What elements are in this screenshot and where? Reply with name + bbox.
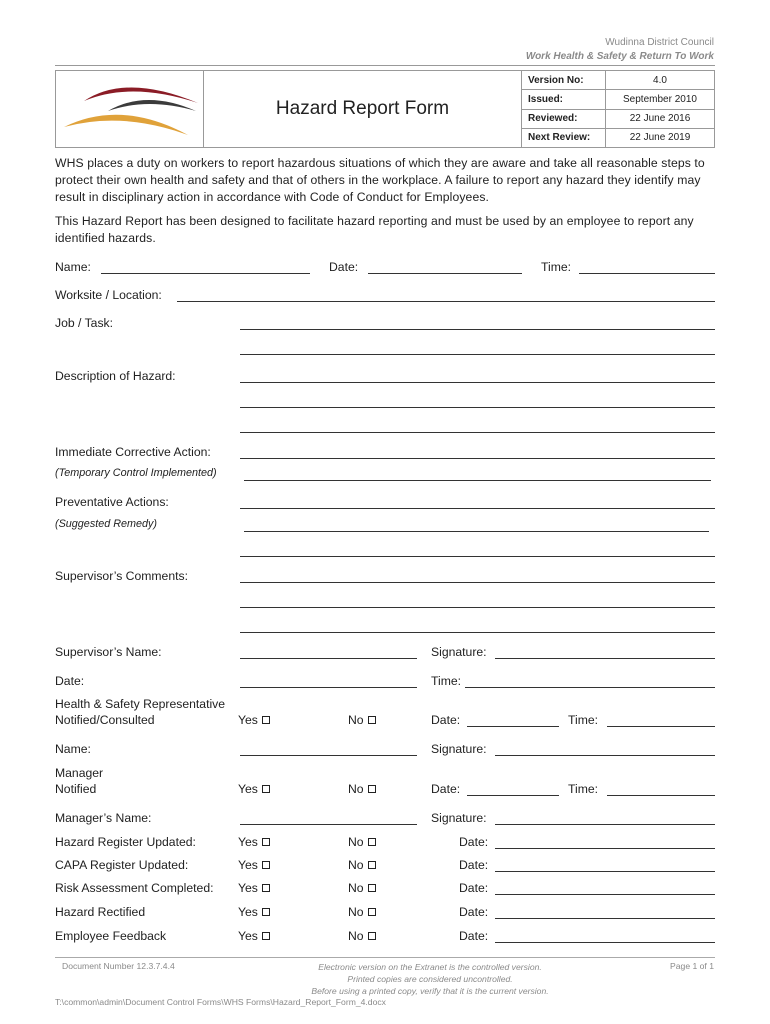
- preventative-field-3[interactable]: [240, 543, 715, 557]
- hsr-row: [55, 697, 715, 733]
- supervisor-time-field[interactable]: [465, 674, 715, 688]
- register-row: [55, 905, 715, 923]
- yes-label: Yes: [238, 929, 258, 943]
- job-task-field-1[interactable]: [240, 316, 715, 330]
- register-date-field[interactable]: [495, 881, 715, 895]
- description-row-2: [55, 394, 715, 412]
- meta-label: Next Review:: [522, 128, 606, 147]
- job-task-field-2[interactable]: [240, 341, 715, 355]
- checkbox-icon[interactable]: [262, 838, 270, 846]
- checkbox-icon[interactable]: [368, 716, 376, 724]
- time-field[interactable]: [579, 260, 715, 274]
- description-label: Description of Hazard:: [55, 369, 176, 383]
- preventative-field-1[interactable]: [240, 495, 715, 509]
- description-field-3[interactable]: [240, 419, 715, 433]
- document-number: Document Number 12.3.7.4.4: [62, 961, 175, 971]
- corrective-row: [55, 445, 715, 463]
- intro-paragraph-2: This Hazard Report has been designed to facilitate hazard reporting and must be used by an employee to report any identified hazards.: [55, 214, 694, 245]
- hsr-name-row: [55, 742, 715, 760]
- register-no-option[interactable]: [348, 858, 376, 872]
- register-yes-option[interactable]: [238, 905, 270, 919]
- hsr-date-field[interactable]: [467, 713, 559, 727]
- meta-label: Reviewed:: [522, 109, 606, 128]
- meta-label: Issued:: [522, 90, 606, 109]
- job-task-row-2: [55, 341, 715, 359]
- checkbox-icon[interactable]: [368, 884, 376, 892]
- register-no-option[interactable]: [348, 835, 376, 849]
- no-label: No: [348, 713, 364, 727]
- page-number: Page 1 of 1: [670, 961, 714, 971]
- supervisor-comments-label: Supervisor’s Comments:: [55, 569, 188, 583]
- manager-yes-option[interactable]: [238, 782, 270, 796]
- corrective-field-1[interactable]: [240, 445, 715, 459]
- register-date-field[interactable]: [495, 905, 715, 919]
- register-label: Hazard Register Updated:: [55, 835, 196, 849]
- corrective-label: Immediate Corrective Action:: [55, 445, 211, 459]
- date-field[interactable]: [368, 260, 522, 274]
- yes-label: Yes: [238, 782, 258, 796]
- manager-name-row: [55, 811, 715, 829]
- register-date-label: Date:: [459, 835, 489, 849]
- manager-row: [55, 766, 715, 802]
- register-label: CAPA Register Updated:: [55, 858, 189, 872]
- no-label: No: [348, 835, 364, 849]
- checkbox-icon[interactable]: [368, 785, 376, 793]
- manager-time-field[interactable]: [607, 782, 715, 796]
- supervisor-date-field[interactable]: [240, 674, 417, 688]
- hsr-name-label: Name:: [55, 742, 91, 756]
- yes-label: Yes: [238, 858, 258, 872]
- manager-name-field[interactable]: [240, 811, 417, 825]
- hsr-date-label: Date:: [431, 713, 461, 727]
- supervisor-name-field[interactable]: [240, 645, 417, 659]
- register-date-label: Date:: [459, 905, 489, 919]
- supervisor-comments-field-2[interactable]: [240, 594, 715, 608]
- logo-swoosh-icon: [56, 71, 202, 144]
- hsr-label-line-1: Health & Safety Representative: [55, 697, 226, 711]
- register-row: [55, 835, 715, 853]
- hsr-no-option[interactable]: [348, 713, 376, 727]
- name-label: Name:: [55, 260, 91, 274]
- controlled-notice-line-1: Electronic version on the Extranet is the controlled version.: [318, 962, 542, 972]
- hsr-yes-option[interactable]: [238, 713, 270, 727]
- preventative-note: (Suggested Remedy): [55, 518, 158, 530]
- supervisor-signature-field[interactable]: [495, 645, 715, 659]
- corrective-note: (Temporary Control Implemented): [55, 467, 217, 479]
- checkbox-icon[interactable]: [368, 861, 376, 869]
- register-label: Hazard Rectified: [55, 905, 146, 919]
- preventative-row-3: [55, 543, 715, 561]
- intro-paragraph-1: WHS places a duty on workers to report hazardous situations of which they are aware and take all reasonable steps to protect their own health and safety and that of others in the workplace. A failure to report any hazard they identify may result in disciplinary action in accordance with Code of Conduct for Employees.: [55, 156, 705, 204]
- name-date-time-row: [55, 260, 715, 278]
- no-label: No: [348, 782, 364, 796]
- hsr-signature-label: Signature:: [431, 742, 487, 756]
- footer-divider: [55, 957, 715, 958]
- department-name: Work Health & Safety & Return To Work: [525, 51, 714, 62]
- meta-value: 4.0: [606, 71, 715, 90]
- checkbox-icon[interactable]: [262, 716, 270, 724]
- description-field-2[interactable]: [240, 394, 715, 408]
- date-label: Date:: [329, 260, 359, 274]
- worksite-label: Worksite / Location:: [55, 288, 162, 302]
- checkbox-icon[interactable]: [368, 932, 376, 940]
- supervisor-comments-field-1[interactable]: [240, 569, 715, 583]
- manager-date-label: Date:: [431, 782, 461, 796]
- meta-value: 22 June 2016: [606, 109, 715, 128]
- register-yes-option[interactable]: [238, 929, 270, 943]
- register-date-field[interactable]: [495, 835, 715, 849]
- supervisor-name-label: Supervisor’s Name:: [55, 645, 162, 659]
- register-no-option[interactable]: [348, 929, 376, 943]
- corrective-field-2[interactable]: [244, 467, 711, 481]
- file-path: T:\common\admin\Document Control Forms\WHS Forms\Hazard_Report_Form_4.docx: [55, 997, 386, 1007]
- manager-label-line-1: Manager: [55, 766, 104, 780]
- controlled-notice-line-2: Printed copies are considered uncontrolled.: [347, 974, 513, 984]
- manager-label-line-2: Notified: [55, 782, 97, 796]
- meta-value: 22 June 2019: [606, 128, 715, 147]
- job-task-row: [55, 316, 715, 334]
- hsr-signature-field[interactable]: [495, 742, 715, 756]
- register-yes-option[interactable]: [238, 835, 270, 849]
- register-row: [55, 881, 715, 899]
- hsr-label-line-2: Notified/Consulted: [55, 713, 155, 727]
- header-divider: [55, 65, 715, 66]
- preventative-row: [55, 495, 715, 513]
- hsr-time-label: Time:: [568, 713, 599, 727]
- register-date-field[interactable]: [495, 929, 715, 943]
- checkbox-icon[interactable]: [262, 785, 270, 793]
- manager-signature-field[interactable]: [495, 811, 715, 825]
- supervisor-comments-field-3[interactable]: [240, 619, 715, 633]
- manager-signature-label: Signature:: [431, 811, 487, 825]
- yes-label: Yes: [238, 713, 258, 727]
- checkbox-icon[interactable]: [262, 861, 270, 869]
- meta-label: Version No:: [522, 71, 606, 90]
- supervisor-date-row: [55, 674, 715, 692]
- register-label: Employee Feedback: [55, 929, 167, 943]
- hsr-time-field[interactable]: [607, 713, 715, 727]
- job-task-label: Job / Task:: [55, 316, 114, 330]
- register-label: Risk Assessment Completed:: [55, 881, 214, 895]
- hsr-name-field[interactable]: [240, 742, 417, 756]
- controlled-notice-line-3: Before using a printed copy, verify that it is the current version.: [311, 986, 549, 996]
- checkbox-icon[interactable]: [262, 884, 270, 892]
- checkbox-icon[interactable]: [262, 908, 270, 916]
- checkbox-icon[interactable]: [368, 838, 376, 846]
- checkbox-icon[interactable]: [368, 908, 376, 916]
- name-field[interactable]: [101, 260, 310, 274]
- no-label: No: [348, 929, 364, 943]
- supervisor-signature-label: Signature:: [431, 645, 487, 659]
- controlled-notice: [250, 961, 610, 997]
- title-block: [55, 70, 715, 148]
- supervisor-comments-row-2: [55, 594, 715, 612]
- description-row-3: [55, 419, 715, 437]
- no-label: No: [348, 881, 364, 895]
- register-date-label: Date:: [459, 881, 489, 895]
- yes-label: Yes: [238, 835, 258, 849]
- form-title: Hazard Report Form: [204, 71, 522, 148]
- register-no-option[interactable]: [348, 905, 376, 919]
- description-field-1[interactable]: [240, 369, 715, 383]
- no-label: No: [348, 858, 364, 872]
- yes-label: Yes: [238, 905, 258, 919]
- corrective-row-2: [55, 467, 715, 485]
- supervisor-comments-row: [55, 569, 715, 587]
- register-date-label: Date:: [459, 929, 489, 943]
- register-yes-option[interactable]: [238, 881, 270, 895]
- council-name: Wudinna District Council: [605, 37, 714, 48]
- no-label: No: [348, 905, 364, 919]
- register-yes-option[interactable]: [238, 858, 270, 872]
- register-row: [55, 929, 715, 947]
- time-label: Time:: [541, 260, 572, 274]
- description-row: [55, 369, 715, 387]
- register-no-option[interactable]: [348, 881, 376, 895]
- manager-date-field[interactable]: [467, 782, 559, 796]
- page-header: [526, 36, 714, 64]
- supervisor-name-row: [55, 645, 715, 663]
- supervisor-date-label: Date:: [55, 674, 85, 688]
- preventative-row-2: [55, 518, 715, 536]
- worksite-field[interactable]: [177, 288, 715, 302]
- register-date-field[interactable]: [495, 858, 715, 872]
- preventative-label: Preventative Actions:: [55, 495, 169, 509]
- council-logo: [56, 71, 204, 148]
- yes-label: Yes: [238, 881, 258, 895]
- meta-value: September 2010: [606, 90, 715, 109]
- manager-time-label: Time:: [568, 782, 599, 796]
- worksite-row: [55, 288, 715, 306]
- manager-no-option[interactable]: [348, 782, 376, 796]
- supervisor-comments-row-3: [55, 619, 715, 637]
- register-date-label: Date:: [459, 858, 489, 872]
- register-row: [55, 858, 715, 876]
- preventative-field-2[interactable]: [244, 518, 709, 532]
- supervisor-time-label: Time:: [431, 674, 462, 688]
- manager-name-label: Manager’s Name:: [55, 811, 152, 825]
- checkbox-icon[interactable]: [262, 932, 270, 940]
